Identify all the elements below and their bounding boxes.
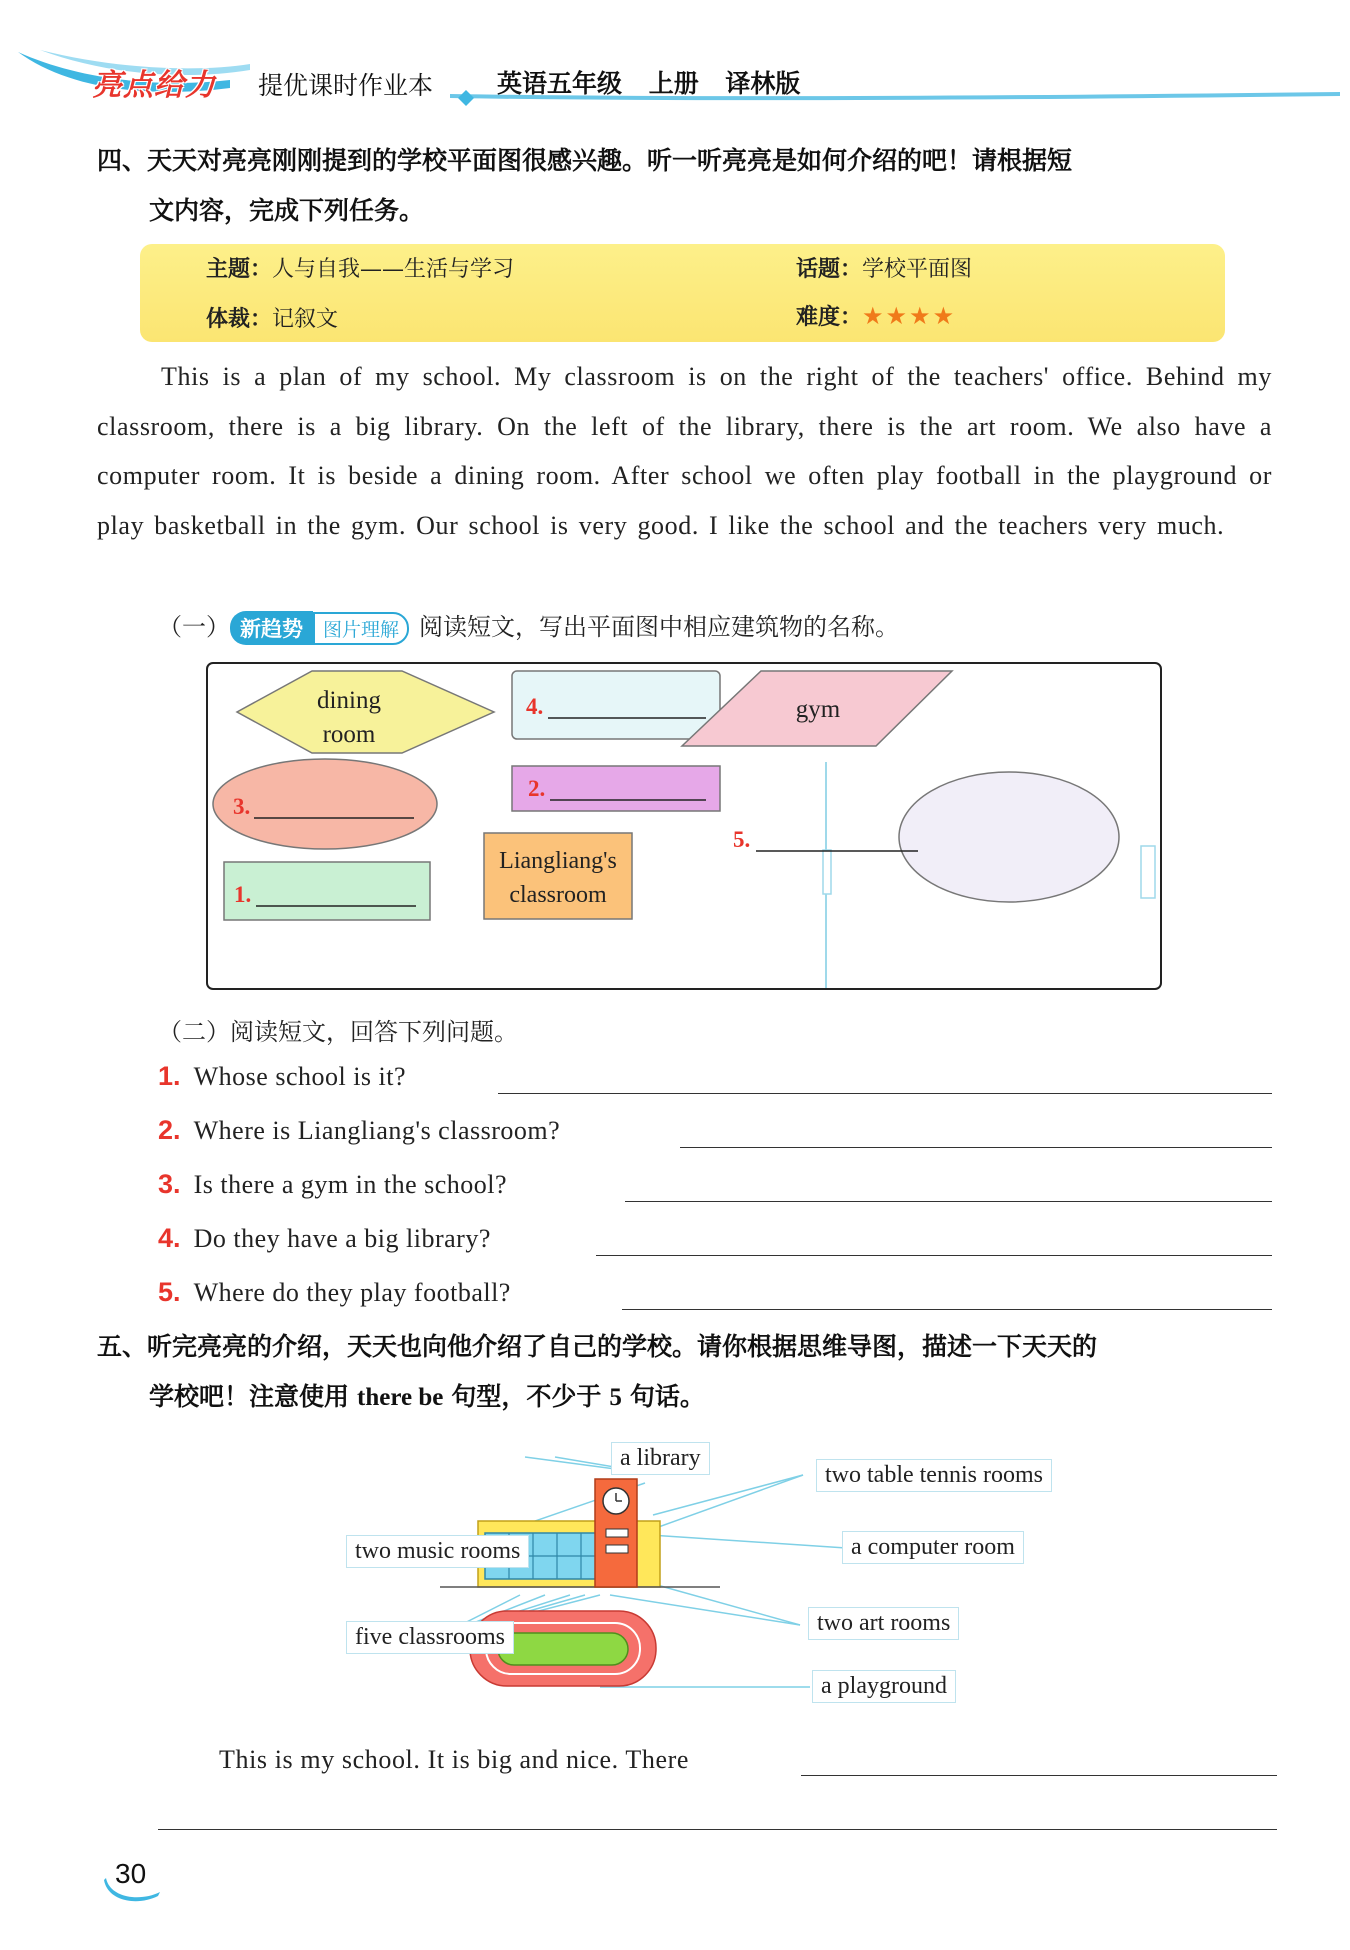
mindmap-computer-room: a computer room xyxy=(842,1531,1024,1564)
mindmap-table-tennis: two table tennis rooms xyxy=(816,1459,1052,1492)
brand-logo: 亮点给力 xyxy=(92,68,216,103)
section5-title-line1: 五、听完亮亮的介绍，天天也向他介绍了自己的学校。请你根据思维导图，描述一下天天的 xyxy=(97,1332,1098,1361)
school-plan xyxy=(206,662,1162,990)
question-2-text: Where is Liangliang's classroom? xyxy=(193,1116,561,1145)
section5-title-part-a: 学校吧！注意使用 xyxy=(149,1382,350,1411)
answer-line-5[interactable] xyxy=(622,1309,1272,1310)
question-1 xyxy=(158,1061,406,1092)
section5-title xyxy=(97,1322,1277,1423)
theme-value: 人与自我——生活与学习 xyxy=(272,257,515,282)
reading-passage xyxy=(97,352,1272,550)
blank-1-number: 1. xyxy=(234,882,252,907)
difficulty-label: 难度： xyxy=(796,305,863,330)
question-5 xyxy=(158,1277,511,1308)
theme-label: 主题： xyxy=(206,257,273,282)
classroom-label-2: classroom xyxy=(509,882,607,908)
question-5-number: 5. xyxy=(158,1277,181,1307)
blank-5-number: 5. xyxy=(733,827,751,852)
part1-instruction xyxy=(158,607,899,645)
section5-title-count: 5 xyxy=(609,1384,622,1411)
mindmap-library: a library xyxy=(611,1442,710,1475)
mindmap-music-rooms: two music rooms xyxy=(346,1535,529,1568)
section4-title-line1: 四、天天对亮亮刚刚提到的学校平面图很感兴趣。听一听亮亮是如何介绍的吧！请根据短 xyxy=(97,146,1073,175)
section5-title-part-e: 句话。 xyxy=(629,1382,705,1411)
section5-title-part-c: 句型，不少于 xyxy=(451,1382,602,1411)
genre-label: 体裁： xyxy=(206,307,273,332)
building-1-box xyxy=(224,862,430,920)
question-1-number: 1. xyxy=(158,1061,181,1091)
question-3-text: Is there a gym in the school? xyxy=(193,1170,508,1199)
genre-value: 记叙文 xyxy=(272,307,339,332)
new-trend-badge: 新趋势 xyxy=(230,611,313,645)
question-4-text: Do they have a big library? xyxy=(193,1224,491,1253)
passage-text: This is a plan of my school. My classroom is on the right of the teachers' office. Behind my classroom, there is a big library. On the left of the library, there is the art room. We also have a computer room. It is beside a dining room. After school we often play football in the playground or play basketball in the gym. Our school is very good. I like the school and the teachers very much. xyxy=(97,362,1272,540)
part2-instruction: （二）阅读短文，回答下列问题。 xyxy=(158,1018,518,1046)
writing-line-2[interactable] xyxy=(158,1829,1277,1830)
section5-title-line2 xyxy=(97,1372,1277,1423)
topic-cell xyxy=(796,252,972,283)
difficulty-cell xyxy=(796,300,956,331)
part1-number: （一） xyxy=(158,613,230,641)
writing-prompt: This is my school. It is big and nice. There xyxy=(219,1745,690,1774)
answer-line-1[interactable] xyxy=(498,1093,1272,1094)
question-5-text: Where do they play football? xyxy=(193,1278,511,1307)
question-3 xyxy=(158,1169,507,1200)
section4-title-line2: 文内容，完成下列任务。 xyxy=(149,196,425,225)
question-4-number: 4. xyxy=(158,1223,181,1253)
page-number: 30 xyxy=(115,1858,147,1889)
dining-room-label-2: room xyxy=(322,721,376,748)
question-1-text: Whose school is it? xyxy=(193,1062,407,1091)
question-2-number: 2. xyxy=(158,1115,181,1145)
blank-2-number: 2. xyxy=(528,776,546,801)
topic-value: 学校平面图 xyxy=(862,257,973,282)
blank-3-number: 3. xyxy=(233,794,251,819)
answer-line-3[interactable] xyxy=(625,1201,1272,1202)
section5-title-there-be: there be xyxy=(357,1384,444,1411)
classroom-label-1: Liangliang's xyxy=(499,848,617,874)
answer-line-2[interactable] xyxy=(680,1147,1272,1148)
mindmap-playground: a playground xyxy=(812,1670,956,1703)
mindmap-classrooms: five classrooms xyxy=(346,1621,514,1654)
mindmap-art-rooms: two art rooms xyxy=(808,1607,959,1640)
writing-line-1[interactable] xyxy=(801,1775,1277,1776)
question-4 xyxy=(158,1223,491,1254)
section4-title xyxy=(97,136,1277,236)
question-3-number: 3. xyxy=(158,1169,181,1199)
blank-4-number: 4. xyxy=(526,694,544,719)
theme-cell xyxy=(206,252,514,283)
difficulty-star-icons: ★★★★ xyxy=(862,302,957,330)
part1-instruction-text: 阅读短文，写出平面图中相应建筑物的名称。 xyxy=(419,613,900,641)
topic-label: 话题： xyxy=(796,257,863,282)
question-2 xyxy=(158,1115,560,1146)
building-5-ellipse xyxy=(899,772,1119,902)
gym-label: gym xyxy=(795,696,841,723)
dining-room-label-1: dining xyxy=(317,687,381,714)
genre-cell xyxy=(206,302,338,333)
picture-understanding-badge: 图片理解 xyxy=(313,612,409,645)
book-info: 英语五年级 上册 译林版 xyxy=(497,69,801,98)
answer-line-4[interactable] xyxy=(596,1255,1272,1256)
series-title: 提优课时作业本 xyxy=(258,71,434,100)
